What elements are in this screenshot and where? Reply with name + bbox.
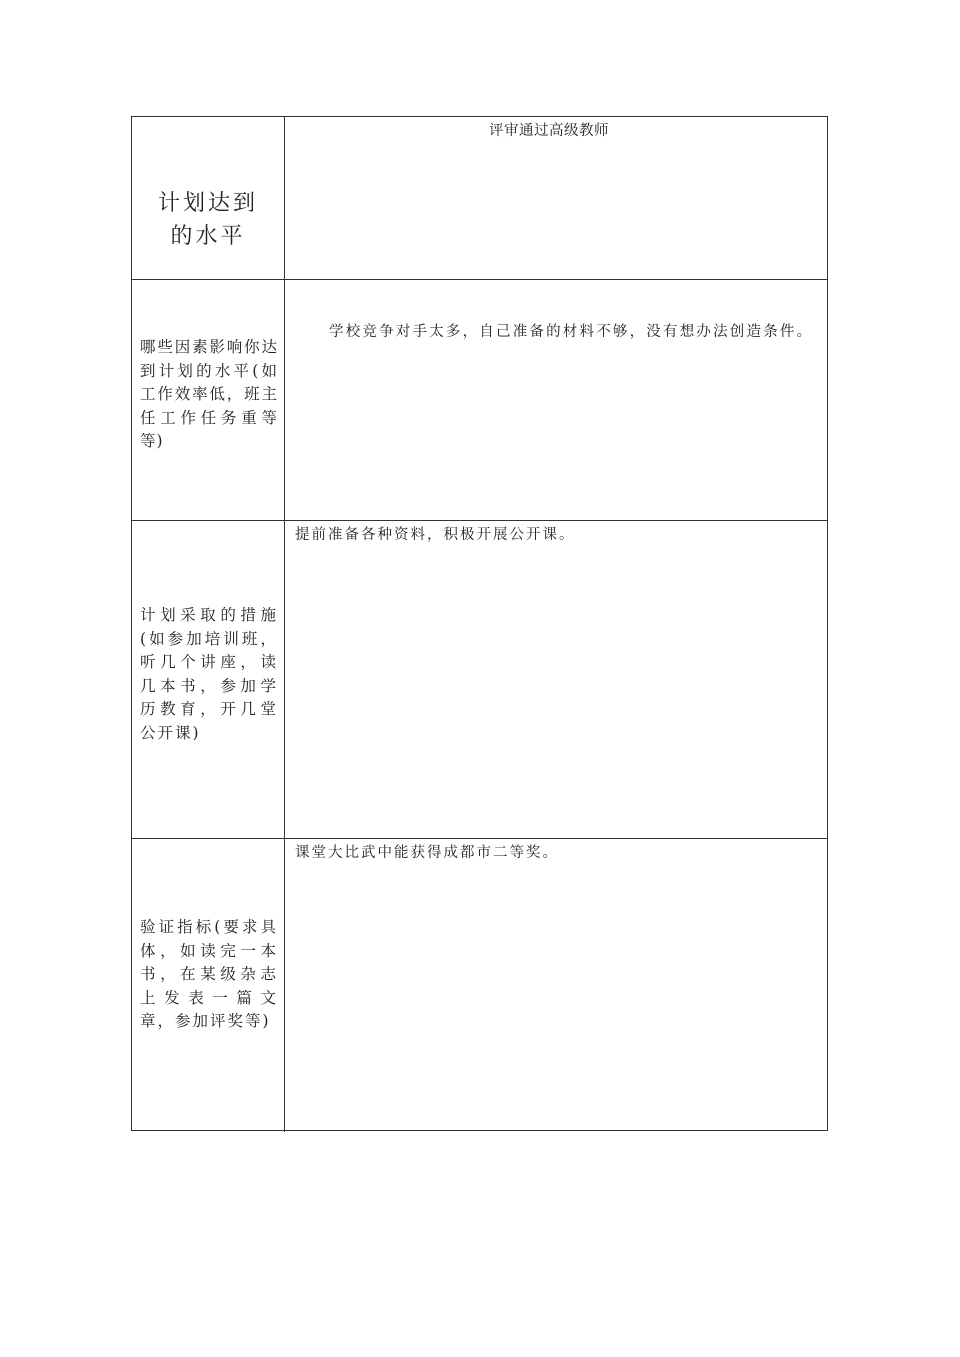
row-label-cell [132,521,285,838]
row-label-cell [132,117,285,279]
row-value-cell [285,521,827,838]
row-value: 学校竞争对手太多，自己准备的材料不够，没有想办法创造条件。 [329,324,814,340]
row-value: 课堂大比武中能获得成都市二等奖。 [295,845,559,861]
table-row [132,839,827,1132]
label-line: 的水平 [170,224,246,249]
row-label: 验证指标(要求具体，如读完一本书，在某级杂志上发表一篇文章，参加评奖等) [140,918,278,1030]
row-value-cell [285,117,827,279]
row-value: 评审通过高级教师 [489,123,609,139]
row-label: 计划采取的措施(如参加培训班，听几个讲座，读几本书，参加学历教育，开几堂公开课) [140,606,278,742]
row-value-cell [285,839,827,1132]
table-row [132,280,827,521]
row-value-cell [285,280,827,520]
table-row [132,117,827,280]
plan-table [131,116,828,1131]
table-row [132,521,827,839]
row-label-cell [132,280,285,520]
row-value: 提前准备各种资料，积极开展公开课。 [295,527,576,543]
row-label: 哪些因素影响你达到计划的水平(如工作效率低，班主任工作任务重等等) [140,338,278,450]
label-line: 计划达到 [157,191,258,216]
row-label [132,187,284,253]
row-label-cell [132,839,285,1132]
